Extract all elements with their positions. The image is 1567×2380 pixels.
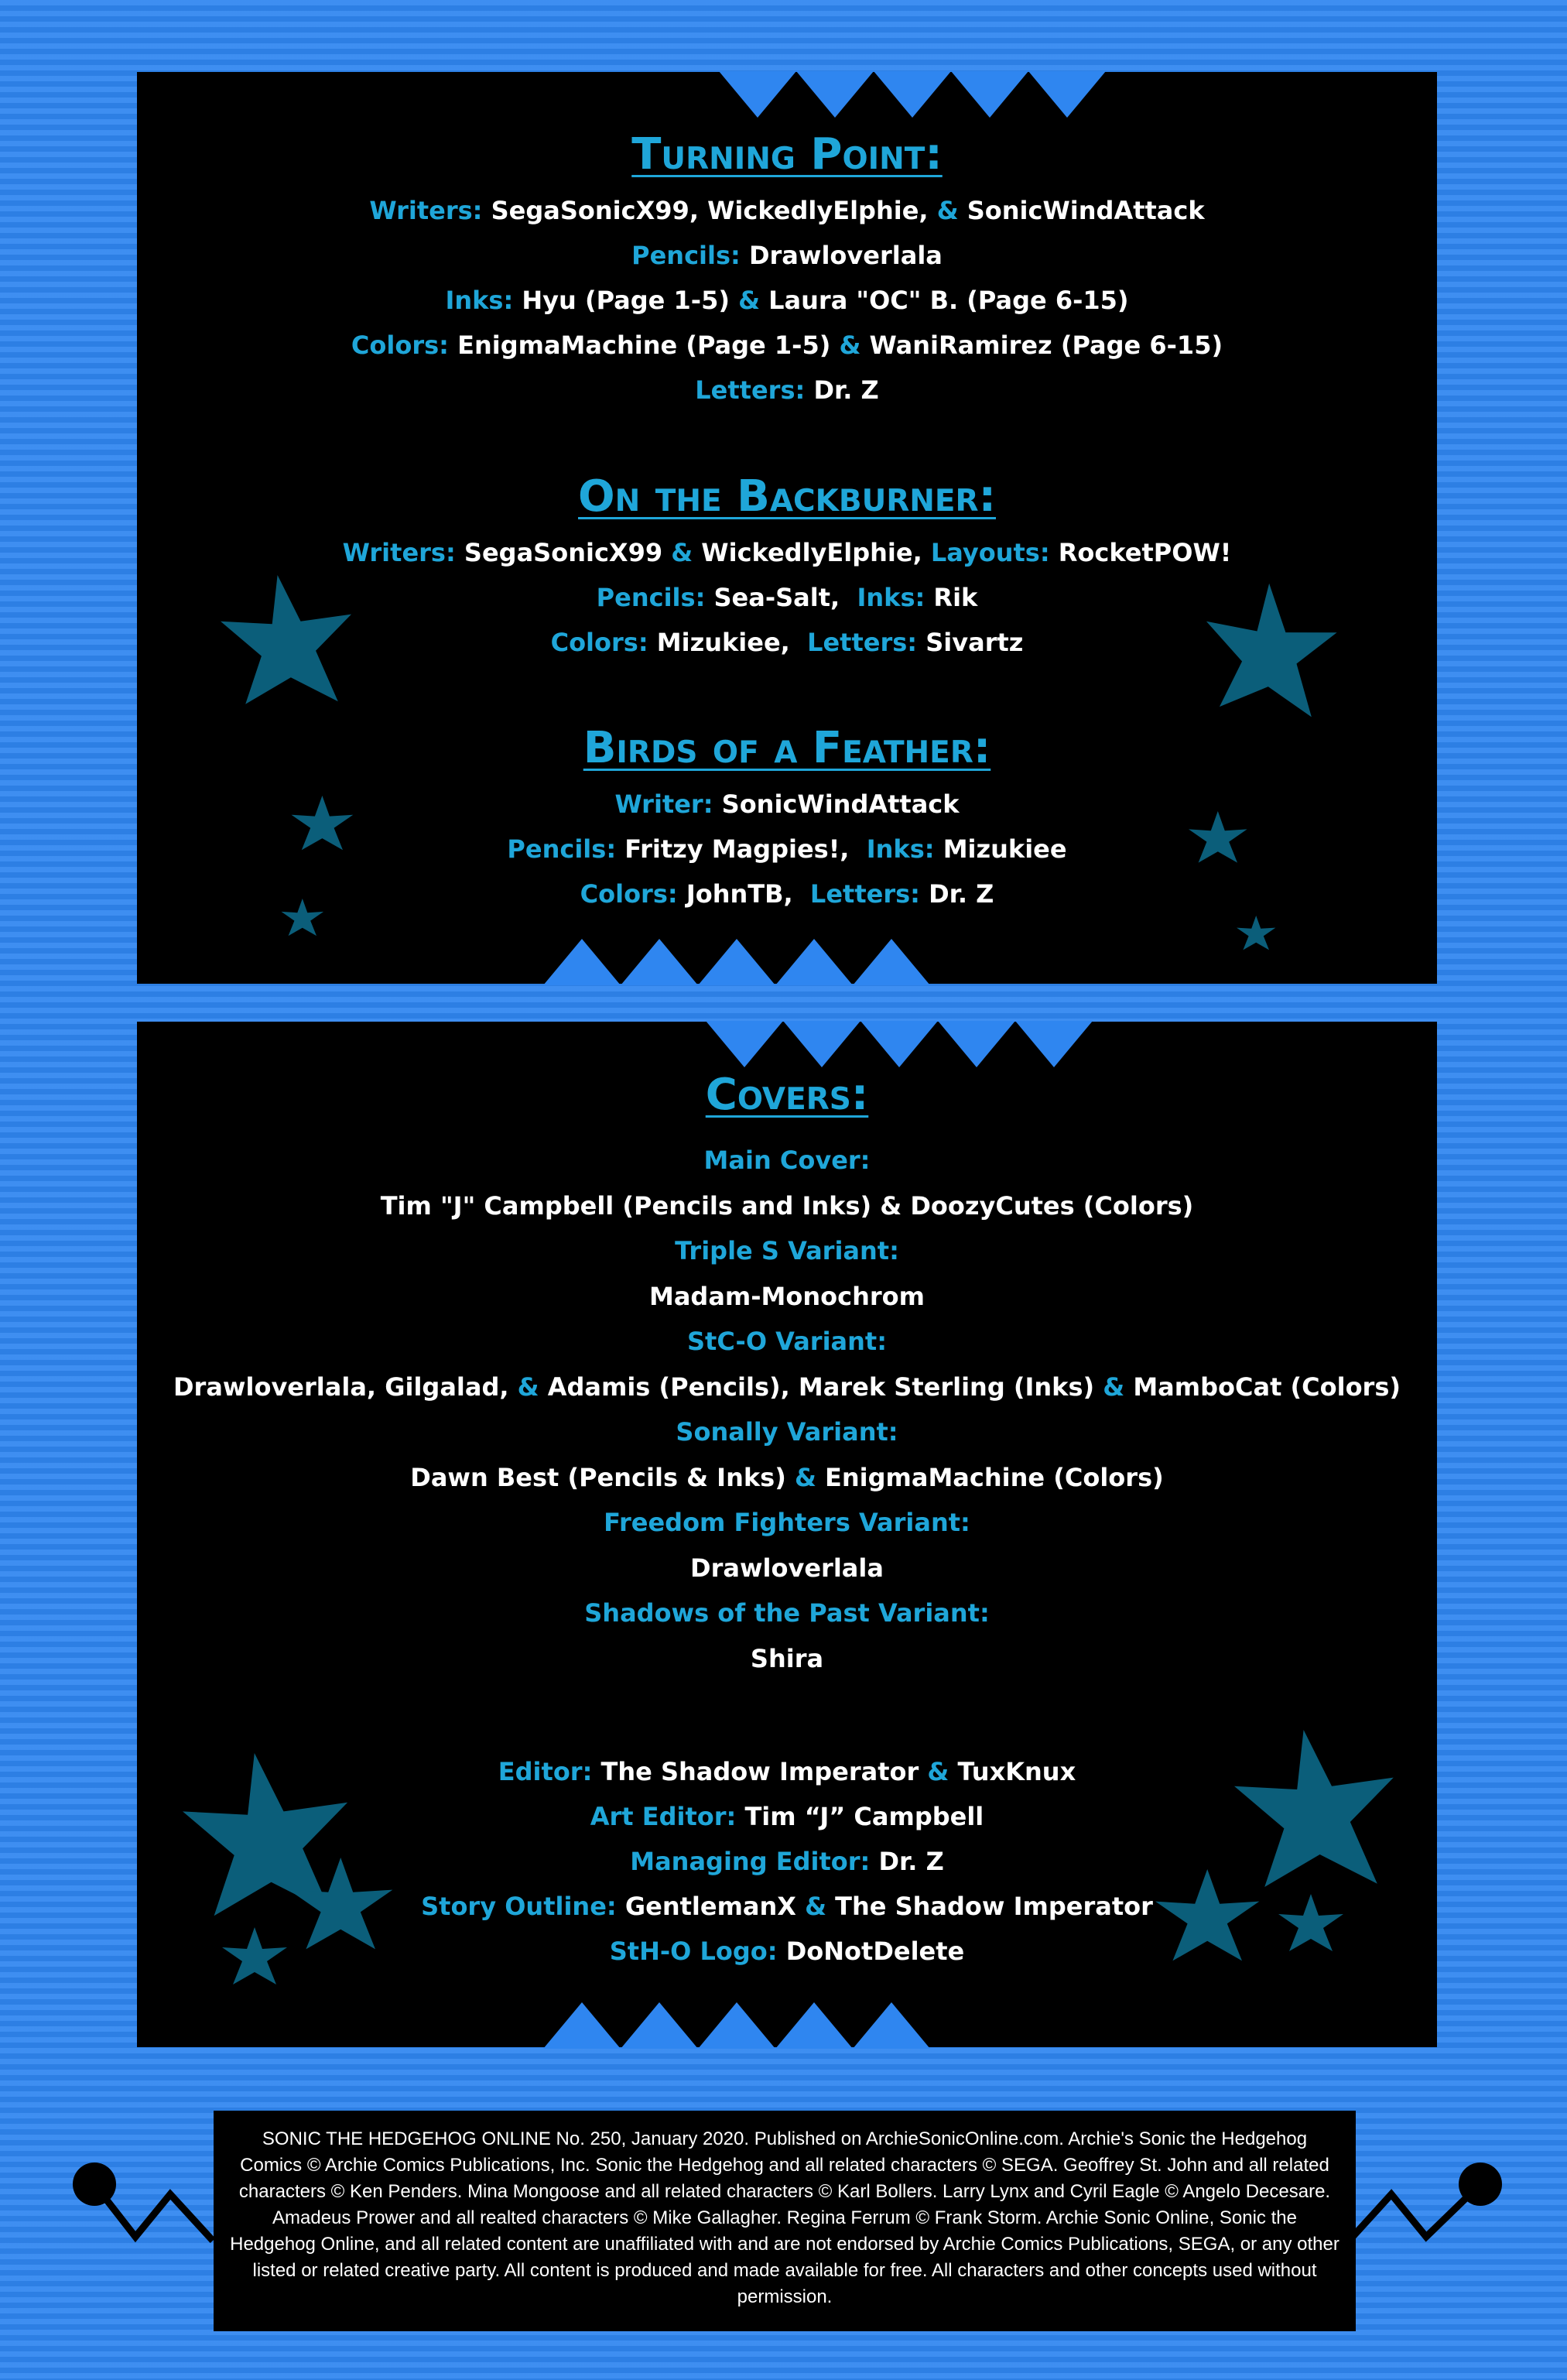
triple-s-variant-credit: Madam-Monochrom [648,1281,925,1311]
credits-panel-covers [137,1022,1437,2047]
main-cover-label: Main Cover: [703,1145,871,1175]
shadows-variant-credit: Shira [750,1643,824,1673]
logo-credit-line: StH-O Logo: DoNotDelete [609,1937,965,1966]
freedom-fighters-variant-label: Freedom Fighters Variant: [604,1508,970,1537]
managing-editor-line: Managing Editor: Dr. Z [630,1847,944,1876]
inks-line: Inks: Hyu (Page 1-5) & Laura "OC" B. (Page 6-15) [445,286,1129,315]
colors-line: Colors: EnigmaMachine (Page 1-5) & WaniRamirez (Page 6-15) [351,330,1223,360]
pencils-inks-line: Pencils: Fritzy Magpies!, Inks: Mizukiee [507,834,1067,864]
story-outline-line: Story Outline: GentlemanX & The Shadow Imperator [421,1892,1153,1921]
art-editor-line: Art Editor: Tim “J” Campbell [590,1802,984,1831]
pencils-line: Pencils: Drawloverlala [631,241,943,270]
section-heading: Birds of a Feather: [583,723,991,773]
colors-letters-line: Colors: JohnTB, Letters: Dr. Z [580,879,994,909]
legal-disclaimer-box [214,2111,1356,2331]
section-birds-of-a-feather [137,721,1437,916]
pencils-inks-line: Pencils: Sea-Salt, Inks: Rik [596,583,978,612]
letters-line: Letters: Dr. Z [695,375,879,405]
section-heading: Covers: [705,1070,869,1120]
right-zigzag-wire-icon [1353,2159,1515,2252]
writers-layouts-line: Writers: SegaSonicX99 & WickedlyElphie, Layouts: RocketPOW! [342,538,1232,567]
stco-variant-label: StC-O Variant: [686,1327,887,1356]
writer-line: Writer: SonicWindAttack [614,789,960,819]
triple-s-variant-label: Triple S Variant: [675,1236,899,1265]
main-cover-credit: Tim "J" Campbell (Pencils and Inks) & DoozyCutes (Colors) [380,1190,1194,1221]
left-zigzag-wire-icon [70,2159,217,2252]
top-zigzag-notch [706,1021,1093,1069]
writers-line: Writers: SegaSonicX99, WickedlyElphie, & SonicWindAttack [369,196,1205,225]
bottom-zigzag-notch [543,937,930,985]
top-zigzag-notch [719,71,1106,119]
shadows-variant-label: Shadows of the Past Variant: [584,1598,990,1628]
section-heading: Turning Point: [631,129,943,180]
section-backburner [137,470,1437,665]
bottom-zigzag-notch [543,2001,930,2049]
section-heading: On the Backburner: [578,471,996,522]
section-covers [137,1068,1437,1681]
staff-credits [137,1749,1437,1974]
freedom-fighters-variant-credit: Drawloverlala [690,1553,884,1583]
colors-letters-line: Colors: Mizukiee, Letters: Sivartz [550,628,1024,657]
stco-variant-credit: Drawloverlala, Gilgalad, & Adamis (Pencils), Marek Sterling (Inks) & MamboCat (Colors) [173,1371,1401,1402]
editor-line: Editor: The Shadow Imperator & TuxKnux [498,1757,1076,1786]
sonally-variant-credit: Dawn Best (Pencils & Inks) & EnigmaMachine (Colors) [410,1462,1164,1492]
section-turning-point [137,128,1437,413]
sonally-variant-label: Sonally Variant: [676,1417,898,1447]
legal-disclaimer-text: SONIC THE HEDGEHOG ONLINE No. 250, January 2020. Published on ArchieSonicOnline.com. Archie's Sonic the Hedgehog Comics © Archie Comics Publications, Inc. Sonic the Hedgehog and all related characters © SEGA. Geoffrey St. John and all related characters © Ken Penders. Mina Mongoose and all related characters © Karl Bollers. Larry Lynx and Cyril Eagle © Angelo Decesare. Amadeus Prower and all realted characters © Mike Gallagher. Regina Ferrum © Frank Storm. Archie Sonic Online, Sonic the Hedgehog Online, and all related content are unaffiliated with and are not endorsed by Archie Comics Publications, SEGA, or any other listed or related creative party. All content is produced and made available for free. All characters and other concepts used without permission. [230,2128,1339,2307]
credits-panel-stories [137,72,1437,984]
